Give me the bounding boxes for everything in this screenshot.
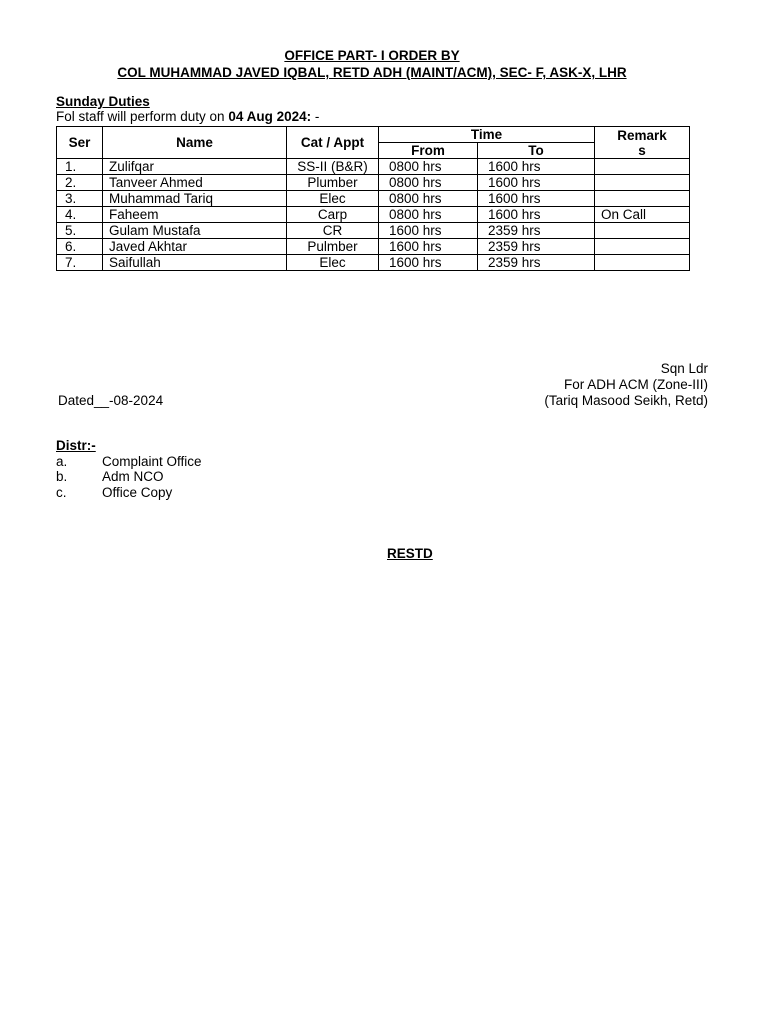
table-row (57, 191, 690, 207)
cell-to: 1600 hrs (478, 175, 595, 191)
distr-text: Office Copy (102, 485, 173, 500)
cell-remarks (595, 175, 690, 191)
table-header-row (57, 127, 690, 143)
cell-name: Faheem (103, 207, 287, 223)
cell-from: 0800 hrs (379, 191, 478, 207)
cell-from: 0800 hrs (379, 207, 478, 223)
cell-ser: 6. (57, 239, 103, 255)
header-time: Time (379, 127, 595, 143)
header-name: Name (103, 127, 287, 159)
cell-from: 0800 hrs (379, 159, 478, 175)
cell-from: 0800 hrs (379, 175, 478, 191)
cell-remarks (595, 159, 690, 175)
cell-cat: CR (287, 223, 379, 239)
cell-from: 1600 hrs (379, 223, 478, 239)
table-row (57, 159, 690, 175)
cell-from: 1600 hrs (379, 255, 478, 271)
header-remarks-l2: s (638, 142, 646, 158)
intro-suffix: - (311, 109, 320, 124)
cell-name: Gulam Mustafa (103, 223, 287, 239)
cell-ser: 2. (57, 175, 103, 191)
distr-letter: c. (56, 485, 67, 500)
dated-line: Dated__-08-2024 (58, 393, 164, 408)
intro-date: 04 Aug 2024: (228, 109, 312, 124)
distr-text: Complaint Office (102, 454, 202, 469)
cell-from: 1600 hrs (379, 239, 478, 255)
table-row (57, 239, 690, 255)
header-from: From (379, 143, 478, 159)
distr-letter: b. (56, 469, 68, 484)
order-title-line1: OFFICE PART- I ORDER BY (284, 48, 460, 63)
signature-rank: Sqn Ldr (660, 361, 708, 376)
cell-ser: 5. (57, 223, 103, 239)
cell-to: 1600 hrs (478, 159, 595, 175)
header-to: To (478, 143, 595, 159)
cell-ser: 1. (57, 159, 103, 175)
cell-cat: Pulmber (287, 239, 379, 255)
header-ser: Ser (57, 127, 103, 159)
cell-cat: Plumber (287, 175, 379, 191)
order-title-line2: COL MUHAMMAD JAVED IQBAL, RETD ADH (MAINT/ACM), SEC- F, ASK-X, LHR (117, 65, 627, 80)
duty-table (56, 126, 690, 271)
intro-prefix: Fol staff will perform duty on (56, 109, 229, 124)
cell-to: 2359 hrs (478, 255, 595, 271)
signature-for: For ADH ACM (Zone-III) (563, 377, 708, 392)
cell-to: 1600 hrs (478, 207, 595, 223)
cell-to: 2359 hrs (478, 223, 595, 239)
cell-remarks: On Call (595, 207, 690, 223)
cell-remarks (595, 239, 690, 255)
cell-to: 2359 hrs (478, 239, 595, 255)
cell-cat: SS-II (B&R) (287, 159, 379, 175)
cell-cat: Carp (287, 207, 379, 223)
table-row (57, 175, 690, 191)
distr-item (56, 485, 172, 500)
table-row (57, 207, 690, 223)
section-heading: Sunday Duties (56, 94, 150, 109)
distr-item (56, 454, 202, 469)
cell-to: 1600 hrs (478, 191, 595, 207)
cell-remarks (595, 223, 690, 239)
cell-cat: Elec (287, 255, 379, 271)
header-remarks (595, 127, 690, 159)
cell-ser: 4. (57, 207, 103, 223)
distr-item (56, 469, 164, 484)
cell-name: Tanveer Ahmed (103, 175, 287, 191)
cell-name: Zulifqar (103, 159, 287, 175)
distr-letter: a. (56, 454, 68, 469)
cell-name: Javed Akhtar (103, 239, 287, 255)
cell-name: Saifullah (103, 255, 287, 271)
header-cat: Cat / Appt (287, 127, 379, 159)
header-remarks-l1: Remark (617, 127, 667, 143)
distr-text: Adm NCO (102, 469, 164, 484)
table-row (57, 223, 690, 239)
distr-heading: Distr:- (56, 438, 96, 453)
intro-text (56, 109, 319, 124)
signature-name: (Tariq Masood Seikh, Retd) (544, 393, 708, 408)
table-row (57, 255, 690, 271)
cell-ser: 3. (57, 191, 103, 207)
cell-remarks (595, 191, 690, 207)
restricted-marking: RESTD (387, 546, 433, 561)
cell-remarks (595, 255, 690, 271)
cell-name: Muhammad Tariq (103, 191, 287, 207)
cell-ser: 7. (57, 255, 103, 271)
cell-cat: Elec (287, 191, 379, 207)
